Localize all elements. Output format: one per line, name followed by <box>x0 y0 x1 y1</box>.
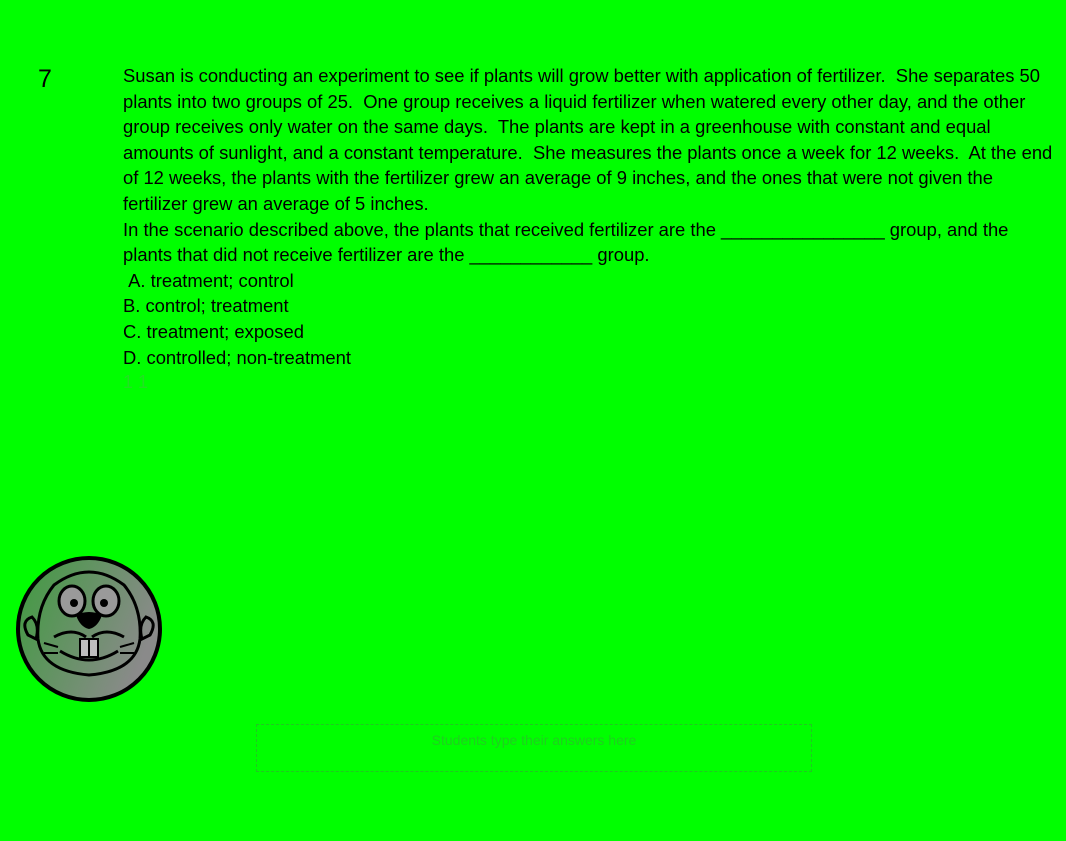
question-number: 7 <box>38 65 52 93</box>
choice-d[interactable]: D. controlled; non-treatment <box>123 346 351 368</box>
question-prompt: In the scenario described above, the plants that received fertilizer are the ________________ group, and the plants that did not receive fertilizer are the ____________ group. <box>123 218 1014 266</box>
faint-marker: 1 1 <box>123 372 149 393</box>
question-body <box>123 63 1058 396</box>
answer-input[interactable] <box>256 724 812 772</box>
question-paragraph: Susan is conducting an experiment to see if plants will grow better with application of fertilizer. She separates 50 plants into two groups of 25. One group receives a liquid fertilizer when watered every other day, and the other group receives only water on the same days. The plants are kept in a greenhouse with constant and equal amounts of sunlight, and a constant temperature. She measures the plants once a week for 12 weeks. At the end of 12 weeks, the plants with the fertilizer grew an average of 9 inches, and the ones that were not given the fertilizer grew an average of 5 inches. <box>123 65 1058 214</box>
answer-choices <box>123 268 1058 370</box>
choice-a[interactable]: A. treatment; control <box>123 269 294 291</box>
gopher-face-icon <box>14 555 164 705</box>
choice-b[interactable]: B. control; treatment <box>123 295 289 317</box>
answer-placeholder: Students type their answers here <box>431 732 637 748</box>
choice-c[interactable]: C. treatment; exposed <box>123 320 304 342</box>
